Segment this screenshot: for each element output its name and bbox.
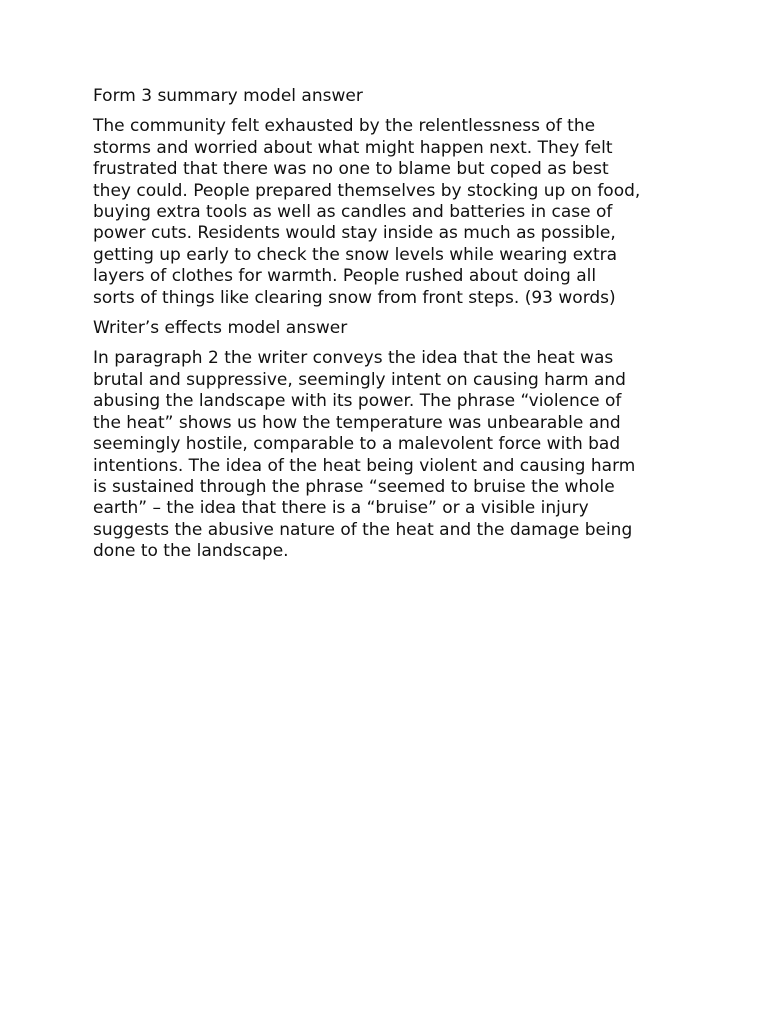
paragraph-line: brutal and suppressive, seemingly intent on causing harm and <box>93 369 626 390</box>
paragraph-line: layers of clothes for warmth. People rushed about doing all <box>93 266 597 287</box>
section-heading-writers-effects: Writer’s effects model answer <box>93 318 348 339</box>
paragraph-line: abusing the landscape with its power. The phrase “violence of <box>93 391 622 412</box>
document-body <box>93 86 683 572</box>
paragraph-line: the heat” shows us how the temperature was unbearable and <box>93 412 621 433</box>
paragraph-line: intentions. The idea of the heat being violent and causing harm <box>93 455 636 476</box>
writers-effects-paragraph <box>93 348 683 562</box>
paragraph-line: In paragraph 2 the writer conveys the idea that the heat was <box>93 348 614 369</box>
paragraph-line: The community felt exhausted by the relentlessness of the <box>93 116 596 137</box>
paragraph-line: seemingly hostile, comparable to a malevolent force with bad <box>93 434 621 455</box>
paragraph-line: suggests the abusive nature of the heat and the damage being <box>93 519 633 540</box>
paragraph-line: earth” – the idea that there is a “bruise” or a visible injury <box>93 498 589 519</box>
paragraph-line: frustrated that there was no one to blame but coped as best <box>93 159 609 180</box>
paragraph-line: done to the landscape. <box>93 541 289 562</box>
paragraph-line: getting up early to check the snow levels while wearing extra <box>93 244 618 265</box>
paragraph-line: they could. People prepared themselves by stocking up on food, <box>93 180 641 201</box>
section-heading-summary: Form 3 summary model answer <box>93 86 363 106</box>
paragraph-line: buying extra tools as well as candles and batteries in case of <box>93 202 613 223</box>
summary-paragraph <box>93 116 683 309</box>
paragraph-line: is sustained through the phrase “seemed to bruise the whole <box>93 476 615 497</box>
paragraph-line: storms and worried about what might happen next. They felt <box>93 137 613 158</box>
paragraph-line: sorts of things like clearing snow from front steps. (93 words) <box>93 287 616 308</box>
paragraph-line: power cuts. Residents would stay inside as much as possible, <box>93 223 616 244</box>
